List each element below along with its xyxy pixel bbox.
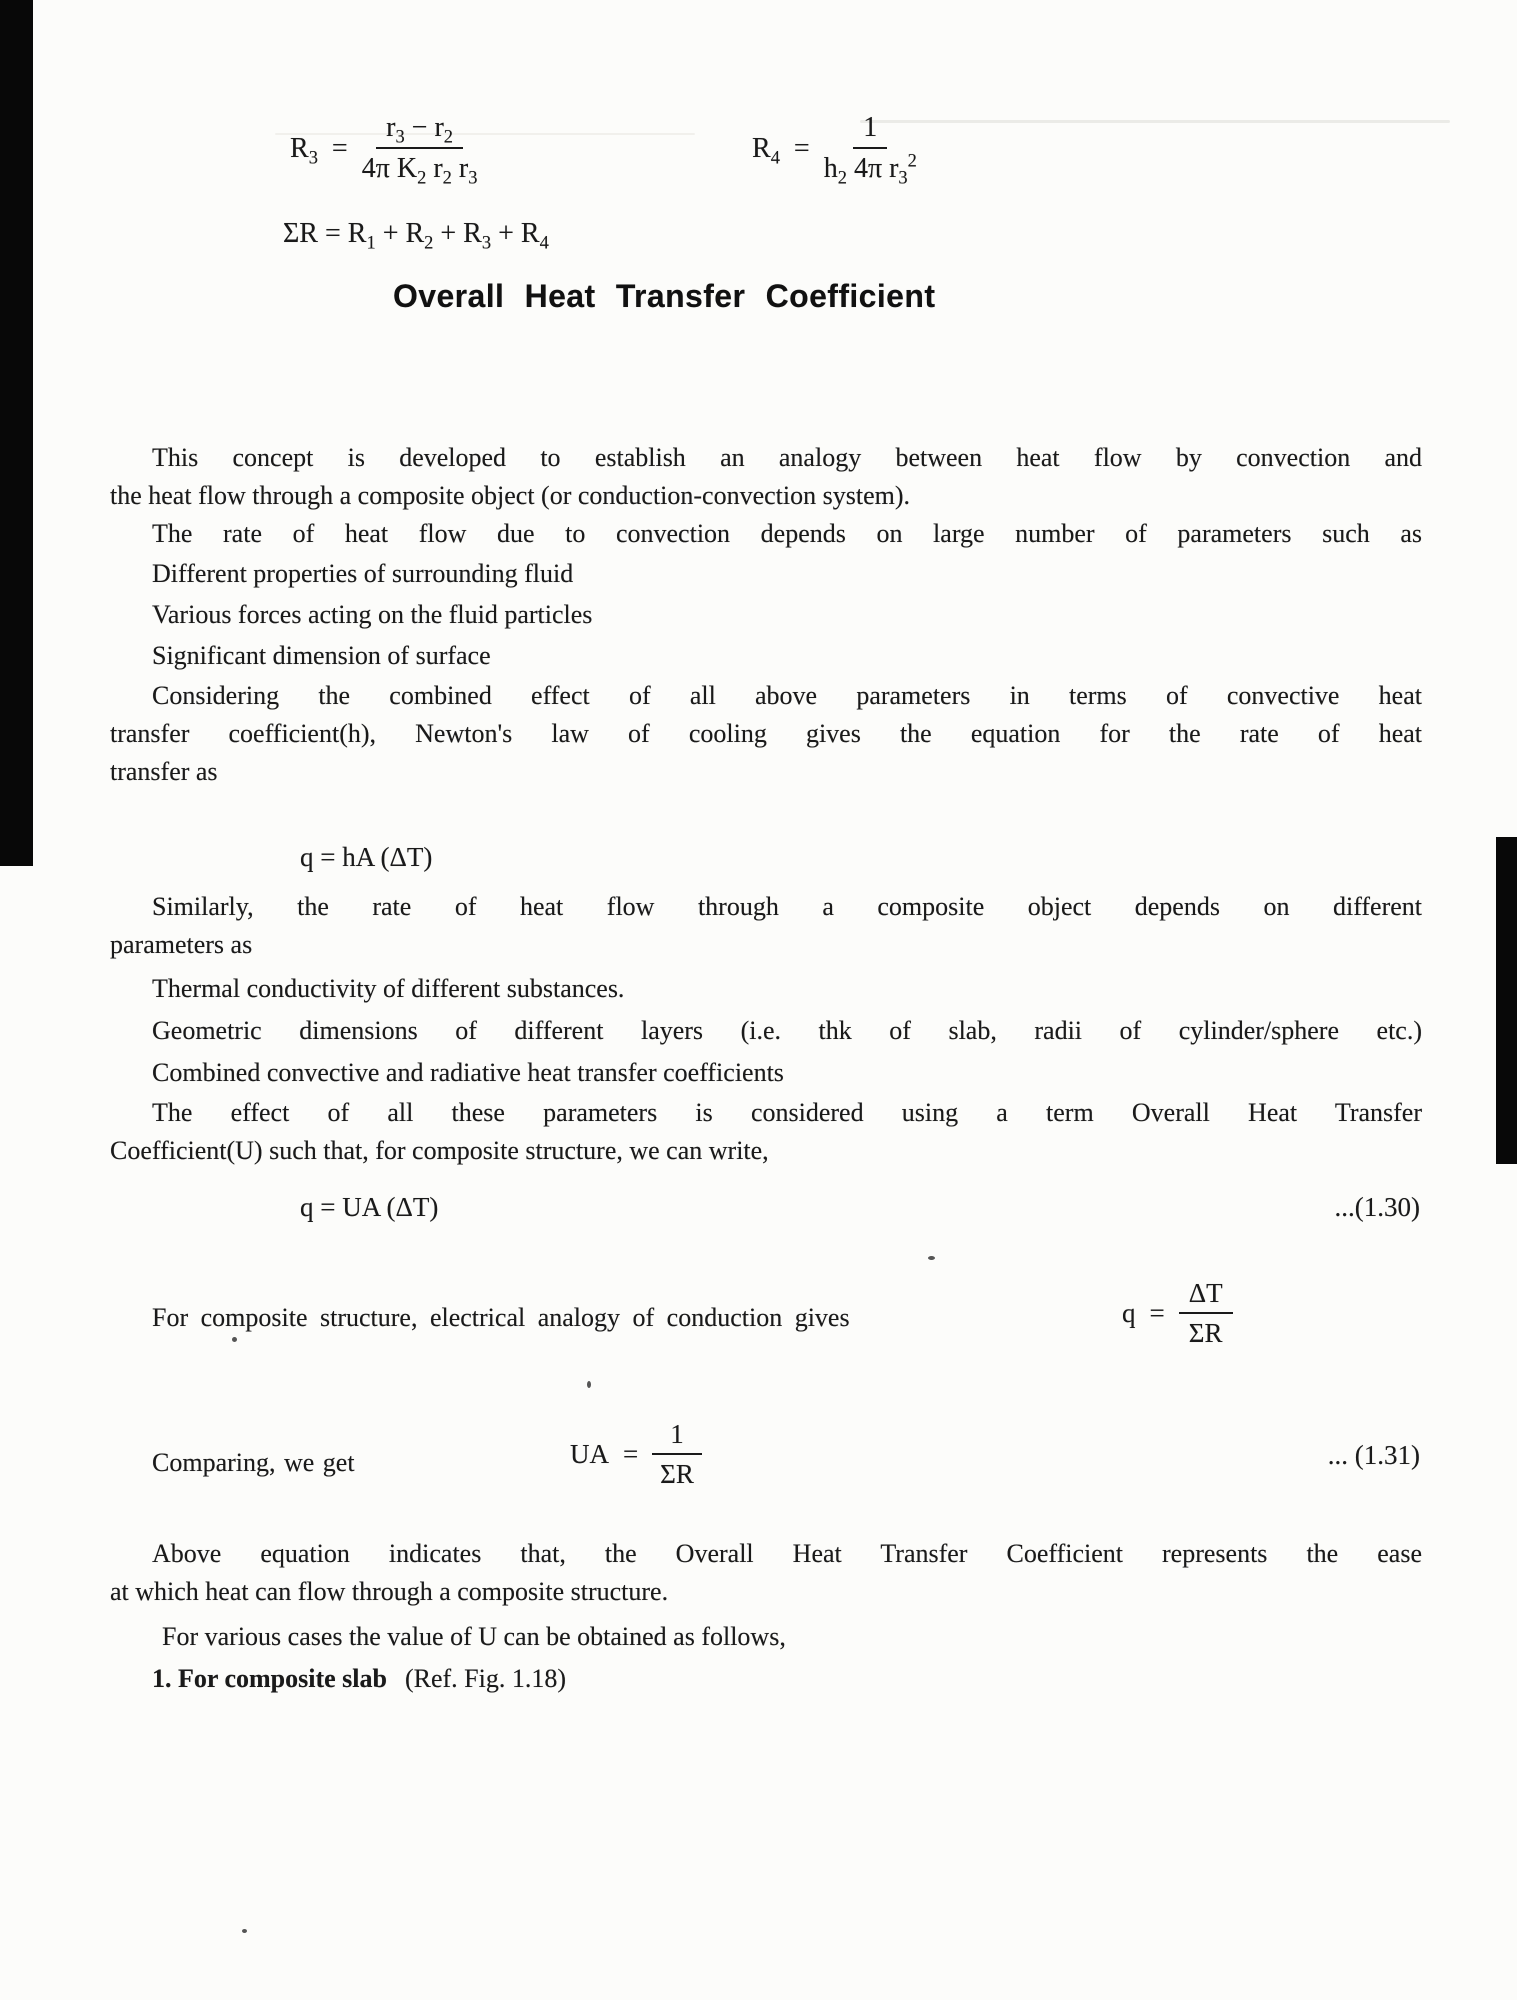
equation-r4-fraction [823, 112, 917, 188]
text-line: Above equation indicates that, the Overall Heat Transfer Coefficient represents the ease [152, 1539, 1422, 1568]
list-item: Various forces acting on the fluid particles [152, 600, 593, 629]
denominator: ΣR [660, 1459, 694, 1489]
list-item: Different properties of surrounding fluid [152, 559, 574, 588]
fraction [652, 1419, 702, 1490]
scan-artifact-right-bar [1496, 837, 1517, 1164]
text-line: The effect of all these parameters is considered using a term Overall Heat Transfer [152, 1098, 1422, 1127]
text-line: The rate of heat flow due to convection depends on large number of parameters such as [152, 519, 1422, 548]
equation-q-deltat-sigmar [1122, 1278, 1233, 1349]
equation-q-ua: q = UA (ΔT) [300, 1192, 439, 1222]
numbered-heading: 1. For composite slab [152, 1664, 387, 1693]
equals-sign: = [1149, 1298, 1165, 1328]
text-line: This concept is developed to establish an analogy between heat flow by convection and [152, 443, 1422, 472]
section-title: Overall Heat Transfer Coefficient [393, 278, 936, 314]
scan-speck [587, 1381, 591, 1388]
denominator: ΣR [1188, 1318, 1223, 1348]
scan-speck [928, 1256, 935, 1260]
list-item: Thermal conductivity of different substances. [152, 974, 625, 1003]
list-item: Geometric dimensions of different layers (i.e. thk of slab, radii of cylinder/sphere etc.) [152, 1016, 1422, 1045]
text-line: For composite structure, electrical analogy of conduction gives [152, 1303, 850, 1332]
numerator: 1 [652, 1419, 702, 1455]
text-line: Considering the combined effect of all above parameters in terms of convective heat [152, 681, 1422, 710]
text-line [110, 1662, 1422, 1696]
equation-r4 [752, 112, 917, 188]
text-line: the heat flow through a composite object (or conduction-convection system). [110, 481, 910, 510]
equation-lhs: UA [570, 1439, 609, 1469]
text-line: transfer coefficient(h), Newton's law of cooling gives the equation for the rate of heat [110, 719, 1422, 748]
equation-q-ha: q = hA (ΔT) [300, 842, 433, 872]
equation-number-1-31: ... (1.31) [1327, 1440, 1420, 1470]
scan-artifact-left-bar [0, 0, 33, 866]
equation-r4-lhs: $R_4$ [752, 132, 780, 168]
numerator: $r_3 - r_2$ [376, 112, 463, 149]
equals-sign: = [793, 132, 810, 164]
equals-sign: = [331, 132, 348, 164]
scan-streak [860, 120, 1450, 123]
equation-lhs: q [1122, 1298, 1136, 1328]
equation-ua-one-sigmar [570, 1419, 702, 1490]
text-line: transfer as [110, 757, 218, 786]
equation-r3 [290, 112, 478, 188]
equation-sigma-r: $\Sigma R = R_1 + R_2 + R_3 + R_4$ [283, 218, 549, 253]
text-line: Comparing, we get [152, 1448, 355, 1477]
scan-speck [232, 1337, 237, 1342]
fraction [1179, 1278, 1233, 1349]
denominator: $h_2$ 4π $r_3^2$ [823, 150, 917, 188]
text-line: at which heat can flow through a composite structure. [110, 1577, 669, 1606]
scan-speck [242, 1929, 247, 1933]
numerator: 1 [853, 112, 887, 149]
text-line: Similarly, the rate of heat flow through a composite object depends on different [152, 892, 1422, 921]
list-item: Significant dimension of surface [152, 641, 491, 670]
figure-reference: (Ref. Fig. 1.18) [404, 1664, 566, 1693]
list-item: Combined convective and radiative heat transfer coefficients [152, 1058, 784, 1087]
equation-number-1-30: ...(1.30) [1334, 1192, 1420, 1222]
equation-r3-fraction [361, 112, 478, 188]
denominator: 4π $K_2$ $r_2$ $r_3$ [361, 153, 478, 188]
equation-r3-lhs: $R_3$ [290, 132, 318, 168]
text-line: parameters as [110, 930, 253, 959]
text-line: For various cases the value of U can be obtained as follows, [162, 1622, 786, 1651]
numerator: ΔT [1179, 1278, 1233, 1314]
equals-sign: = [623, 1439, 639, 1469]
text-line: Coefficient(U) such that, for composite structure, we can write, [110, 1136, 769, 1165]
